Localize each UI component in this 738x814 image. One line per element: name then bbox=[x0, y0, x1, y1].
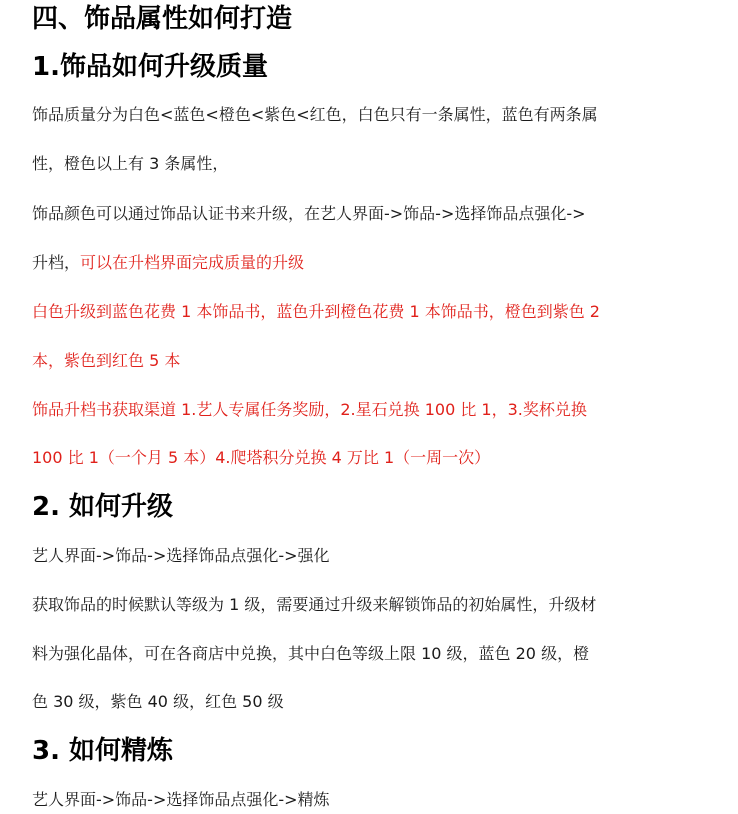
section1-line7: 饰品升档书获取渠道 1.艺人专属任务奖励，2.星石兑换 100 比 1，3.奖杯兑换 bbox=[32, 400, 587, 419]
section2-line4: 色 30 级，紫色 40 级，红色 50 级 bbox=[32, 692, 284, 711]
section2-line3: 料为强化晶体，可在各商店中兑换，其中白色等级上限 10 级，蓝色 20 级，橙 bbox=[32, 644, 590, 663]
section1-line8: 100 比 1（一个月 5 本）4.爬塔积分兑换 4 万比 1（一周一次） bbox=[32, 448, 491, 467]
section3-line1: 艺人界面->饰品->选择饰品点强化->精炼 bbox=[32, 790, 330, 809]
section3-title: 3. 如何精炼 bbox=[32, 736, 174, 766]
section1-line4-black: 升档， bbox=[32, 253, 81, 272]
section1-title: 1.饰品如何升级质量 bbox=[32, 52, 268, 82]
section1-line5: 白色升级到蓝色花费 1 本饰品书，蓝色升到橙色花费 1 本饰品书，橙色到紫色 2 bbox=[32, 302, 600, 321]
section1-line4-red: 可以在升档界面完成质量的升级 bbox=[80, 253, 305, 272]
section1-line2: 性，橙色以上有 3 条属性， bbox=[32, 154, 229, 173]
section1-line6: 本，紫色到红色 5 本 bbox=[32, 351, 181, 370]
page-title: 四、饰品属性如何打造 bbox=[32, 4, 293, 34]
section1-line4 bbox=[32, 252, 304, 274]
section2-title: 2. 如何升级 bbox=[32, 492, 174, 522]
section2-line1: 艺人界面->饰品->选择饰品点强化->强化 bbox=[32, 546, 330, 565]
section1-line3: 饰品颜色可以通过饰品认证书来升级，在艺人界面->饰品->选择饰品点强化-> bbox=[32, 204, 586, 223]
section1-line1: 饰品质量分为白色<蓝色<橙色<紫色<红色，白色只有一条属性，蓝色有两条属 bbox=[32, 105, 598, 124]
section2-line2: 获取饰品的时候默认等级为 1 级，需要通过升级来解锁饰品的初始属性，升级材 bbox=[32, 595, 597, 614]
